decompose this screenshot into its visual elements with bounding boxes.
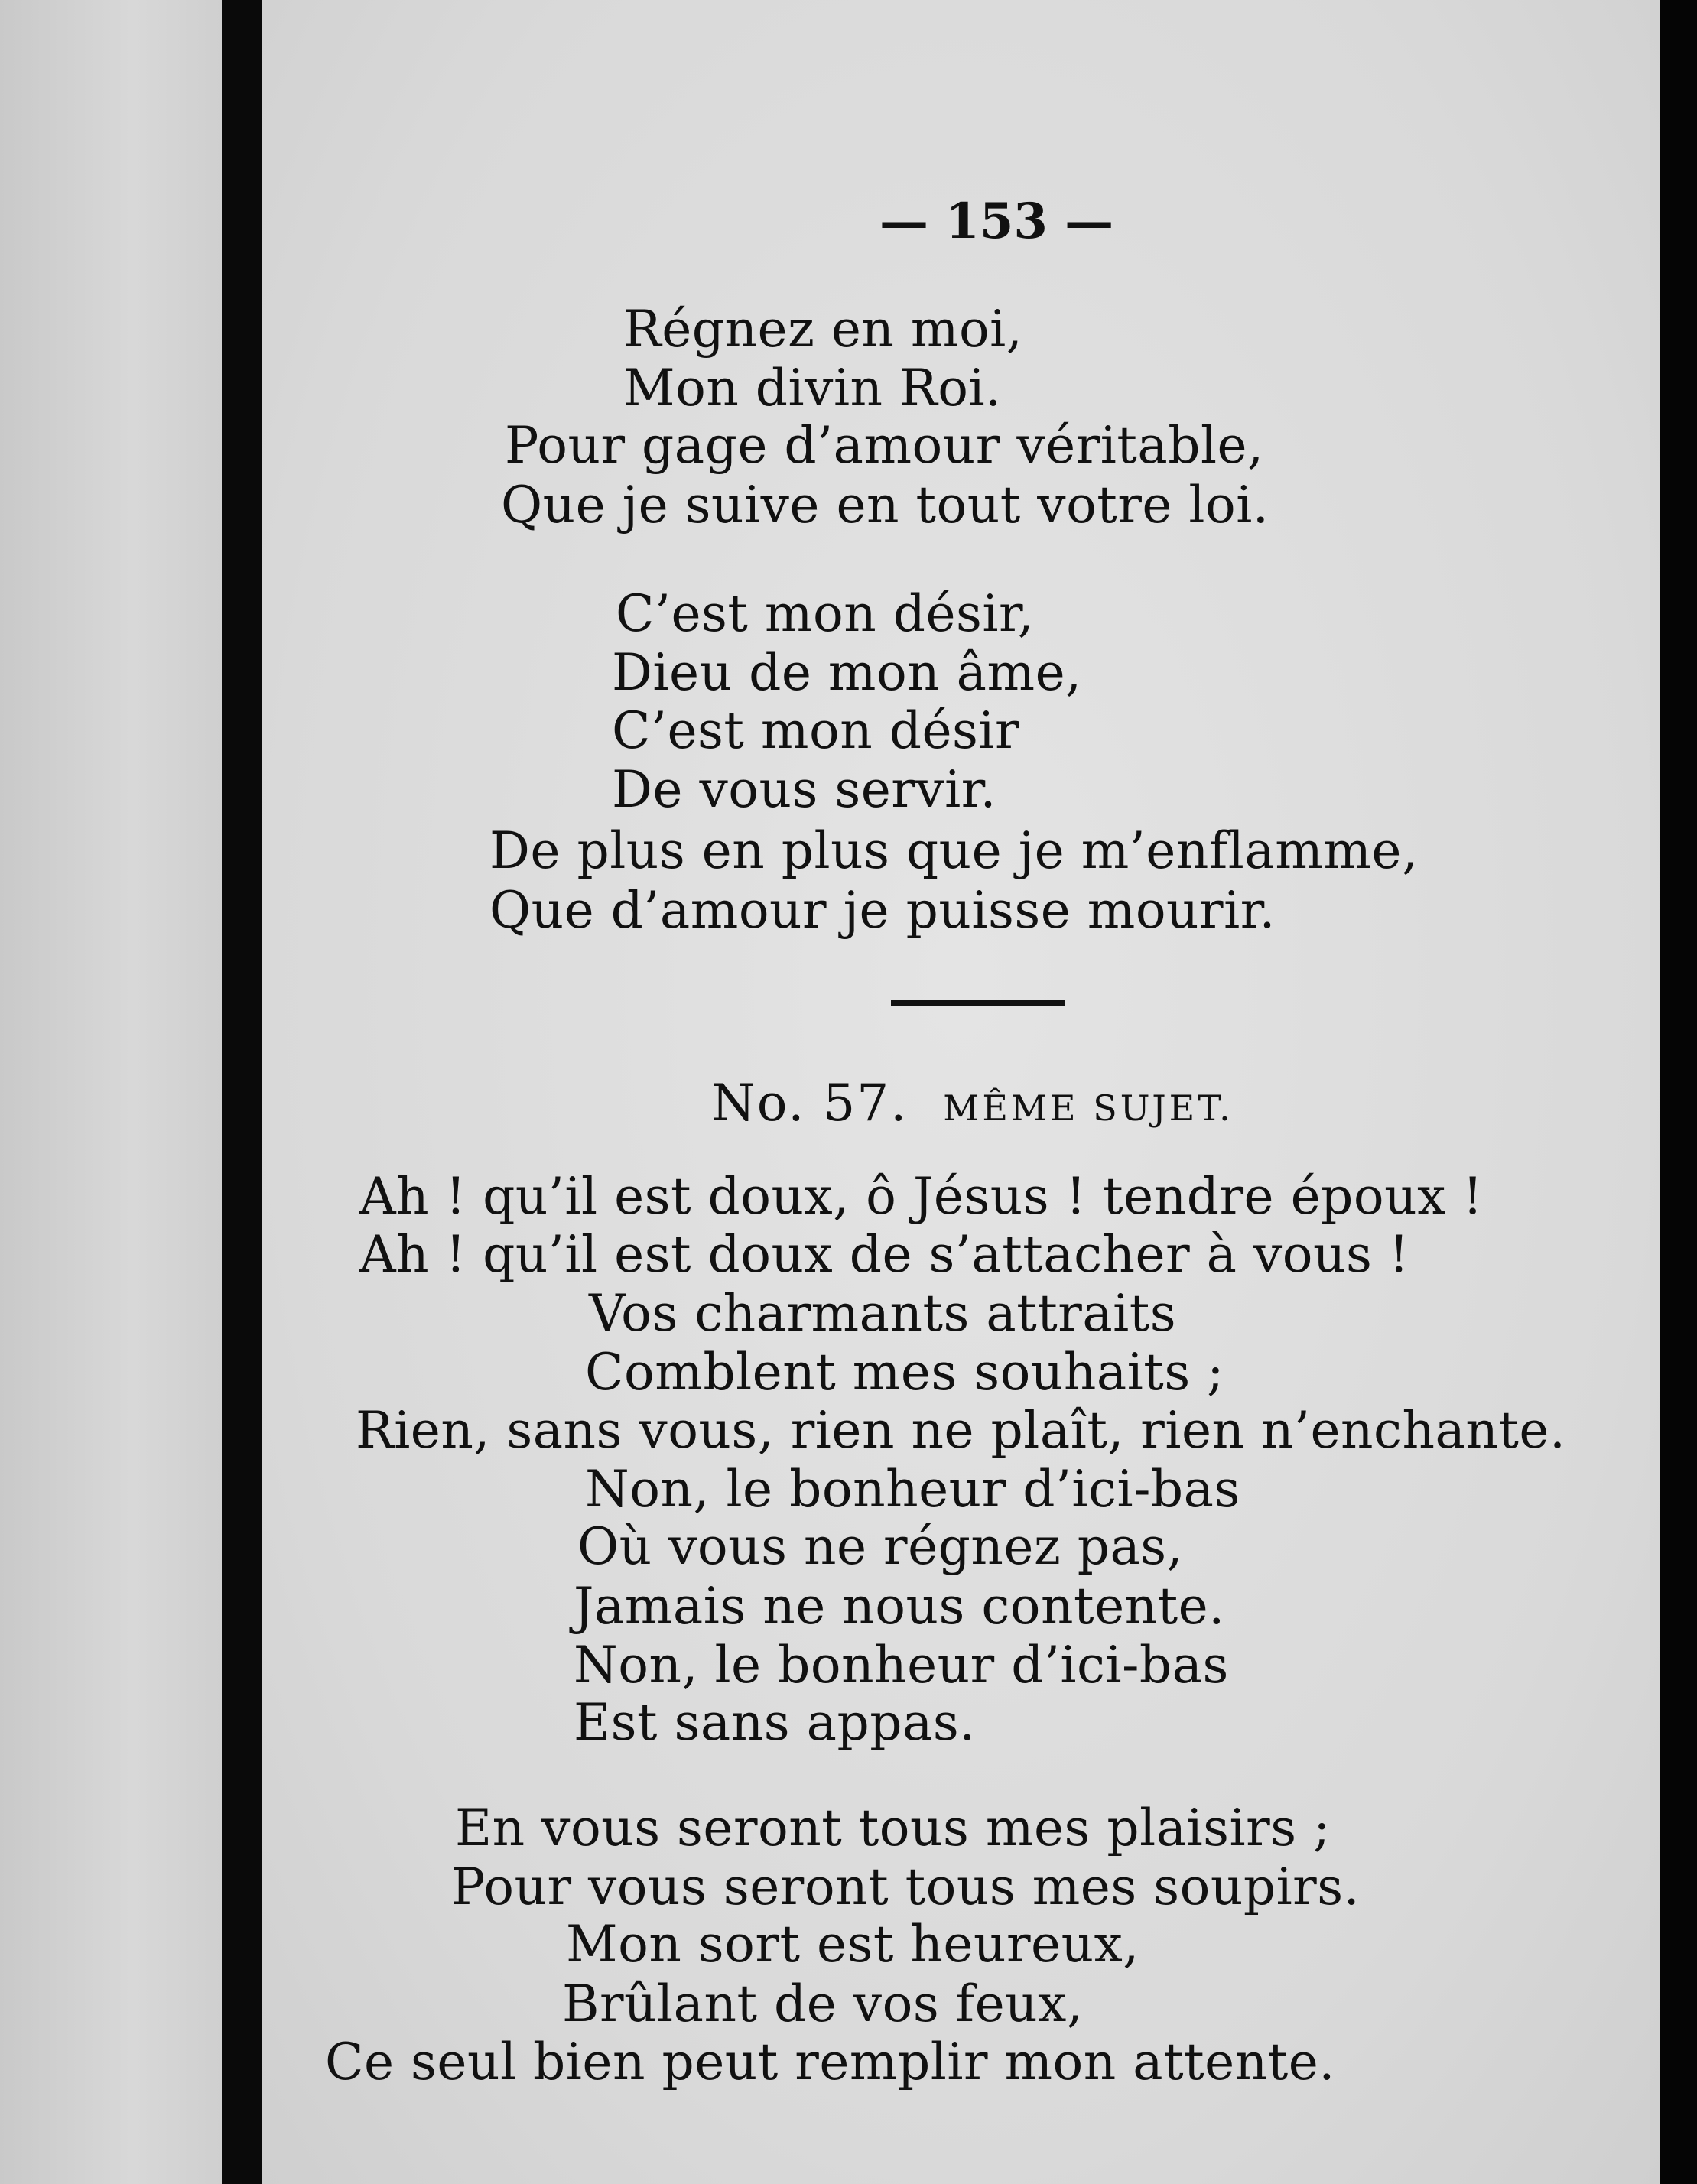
verse-line: C’est mon désir <box>612 701 1020 760</box>
verse-line: C’est mon désir, <box>616 584 1035 643</box>
verse-line: En vous seront tous mes plaisirs ; <box>455 1799 1331 1857</box>
page-number: — 153 — <box>879 193 1114 250</box>
hymn-heading <box>711 1074 1234 1133</box>
verse-line: Jamais ne nous contente. <box>574 1577 1225 1636</box>
verse-line: Mon divin Roi. <box>623 359 1002 418</box>
verse-line: Pour gage d’amour véritable, <box>505 416 1264 475</box>
verse-line: Où vous ne régnez pas, <box>577 1517 1184 1576</box>
book-gutter <box>222 0 262 2184</box>
hymn-title: MÊME SUJET. <box>943 1087 1234 1129</box>
section-divider <box>891 1000 1065 1006</box>
verse-line: Vos charmants attraits <box>589 1284 1177 1343</box>
verse-line: Est sans appas. <box>574 1693 976 1752</box>
verse-line: Non, le bonheur d’ici-bas <box>574 1636 1229 1695</box>
verse-line: De plus en plus que je m’enflamme, <box>489 821 1419 880</box>
verse-line: Ce seul bien peut remplir mon attente. <box>325 2033 1335 2091</box>
hymn-number: No. 57. <box>711 1074 909 1133</box>
verse-line: Pour vous seront tous mes soupirs. <box>451 1857 1361 1916</box>
verse-line: Rien, sans vous, rien ne plaît, rien n’enchante. <box>356 1401 1566 1460</box>
verse-line: Brûlant de vos feux, <box>562 1974 1084 2033</box>
left-page-margin <box>0 0 222 2184</box>
scan-edge <box>1660 0 1697 2184</box>
verse-line: Ah ! qu’il est doux, ô Jésus ! tendre époux ! <box>359 1167 1484 1226</box>
verse-line: De vous servir. <box>612 760 996 819</box>
verse-line: Régnez en moi, <box>623 300 1023 359</box>
verse-line: Que je suive en tout votre loi. <box>501 476 1269 535</box>
verse-line: Non, le bonheur d’ici-bas <box>585 1460 1240 1519</box>
verse-line: Ah ! qu’il est doux de s’attacher à vous ! <box>359 1225 1409 1284</box>
verse-line: Comblent mes souhaits ; <box>585 1343 1224 1402</box>
verse-line: Dieu de mon âme, <box>612 643 1082 702</box>
verse-line: Mon sort est heureux, <box>566 1915 1139 1974</box>
verse-line: Que d’amour je puisse mourir. <box>489 881 1276 940</box>
